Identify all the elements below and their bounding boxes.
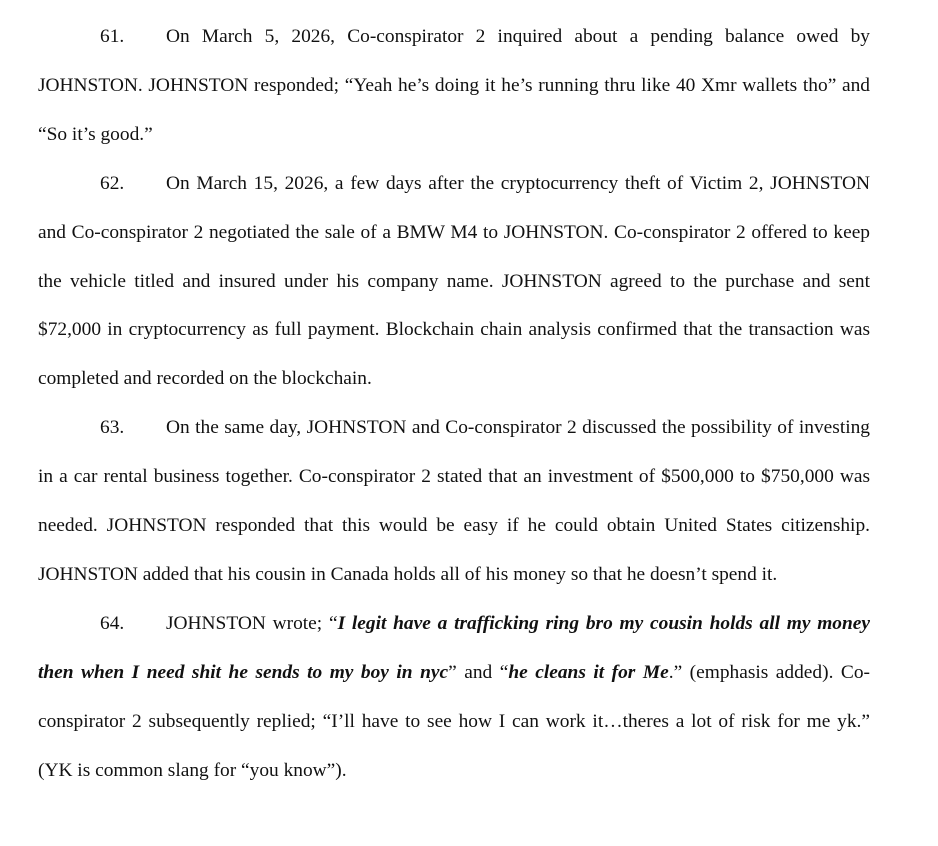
paragraph-63 — [38, 404, 870, 600]
paragraph-text: On March 15, 2026, a few days after the cryptocurrency theft of Victim 2, JOHNSTON and Co-conspirator 2 negotiated the sale of a BMW M4 to JOHNSTON. Co-conspirator 2 offered to keep the vehicle titled and insured under his company name. JOHNSTON agreed to the purchase and sent $72,000 in cryptocurrency as full payment. Blockchain chain analysis confirmed that the transaction was completed and recorded on the blockchain. — [38, 172, 870, 390]
paragraph-text: JOHNSTON wrote; “ — [166, 612, 338, 634]
paragraph-text: On the same day, JOHNSTON and Co-conspirator 2 discussed the possibility of investing in a car rental business together. Co-conspirator 2 stated that an investment of $500,000 to $750,000 was needed. JOHNSTON responded that this would be easy if he could obtain United States citizenship. JOHNSTON added that his cousin in Canada holds all of his money so that he doesn’t spend it. — [38, 417, 870, 585]
paragraph-61 — [38, 13, 870, 160]
paragraph-text: .” (emphasis added). Co-conspirator 2 subsequently replied; “I’ll have to see how I can work it…theres a lot of risk for me yk.” (YK is common slang for “you know”). — [38, 661, 871, 781]
document-page — [38, 13, 870, 796]
paragraph-number: 63. — [100, 417, 125, 439]
paragraph-text: ” and “ — [448, 661, 509, 683]
emphasized-quote: I legit have a trafficking ring bro my cousin holds all my money then when I need shit he sends to my boy in nyc — [38, 612, 871, 683]
paragraph-text: On March 5, 2026, Co-conspirator 2 inquired about a pending balance owed by JOHNSTON. JOHNSTON responded; “Yeah he’s doing it he’s running thru like 40 Xmr wallets tho” and “So it’s good.” — [38, 26, 870, 145]
paragraph-number: 64. — [100, 612, 125, 634]
paragraph-number: 62. — [100, 172, 125, 194]
paragraph-64 — [38, 600, 870, 796]
emphasized-quote: he cleans it for Me — [508, 661, 669, 683]
paragraph-number: 61. — [100, 26, 125, 47]
paragraph-62 — [38, 160, 870, 405]
